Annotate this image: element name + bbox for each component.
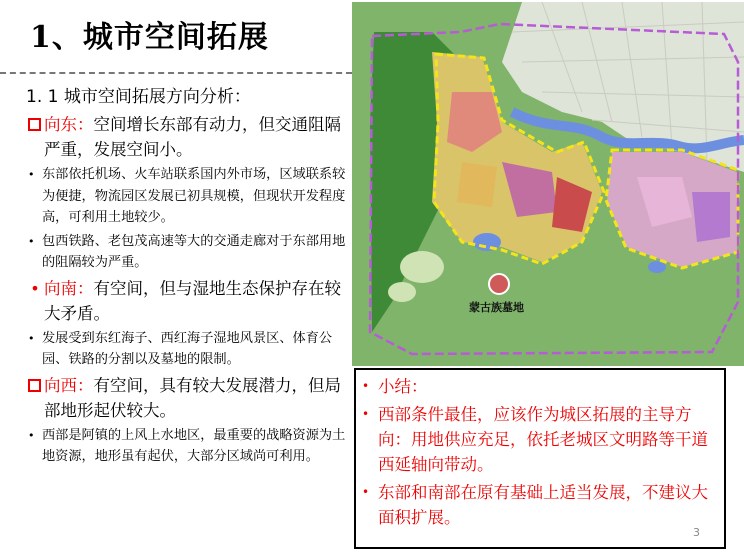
direction-label: 向东： xyxy=(44,115,94,134)
conclusion-box xyxy=(354,368,726,549)
map-marker-label: 蒙古族墓地 xyxy=(469,301,524,314)
conclusion-heading: • 小结： xyxy=(362,374,714,399)
bullet-dot-icon: • xyxy=(28,234,35,248)
conclusion-item: • 西部条件最佳，应该作为城区拓展的主导方向：用地供应充足，依托老城区文明路等干道西延轴向带动。 xyxy=(362,402,714,477)
bullet-item: • 发展受到东红海子、西红海子湿地风景区、体育公园、铁路的分割以及墓地的限制。 xyxy=(26,328,356,371)
direction-south xyxy=(26,276,356,326)
direction-label: 向南： xyxy=(44,278,94,298)
direction-east xyxy=(26,112,356,162)
cemetery-marker-icon xyxy=(489,274,509,294)
bullet-dot-icon: • xyxy=(362,379,370,393)
page-title: 1、城市空间拓展 xyxy=(30,20,269,55)
checkbox-icon xyxy=(28,379,41,392)
title-divider xyxy=(0,72,352,74)
direction-west xyxy=(26,373,356,423)
checkbox-icon xyxy=(28,118,41,131)
bullet-item: • 包西铁路、老包茂高速等大的交通走廊对于东部用地的阻隔较为严重。 xyxy=(26,231,356,274)
bullet-dot-icon: • xyxy=(28,331,35,345)
bullet-dot-icon: • xyxy=(362,485,370,499)
page-number: 3 xyxy=(693,526,700,539)
analysis-subtitle: 1. 1 城市空间拓展方向分析： xyxy=(26,87,251,107)
bullet-item: • 西部是阿镇的上风上水地区，最重要的战略资源为土地资源，地形虽有起伏，大部分区域尚可利用。 xyxy=(26,425,356,468)
conclusion-item: • 东部和南部在原有基础上适当发展，不建议大面积扩展。 xyxy=(362,480,714,530)
direction-summary: 有空间，但与湿地生态保护存在较大矛盾。 xyxy=(44,278,341,323)
bullet-item: • 东部依托机场、火车站联系国内外市场，区域联系较为便捷，物流园区发展已初具规模，但现状开发程度高，可利用土地较少。 xyxy=(26,164,356,229)
analysis-panel xyxy=(26,82,356,468)
direction-label: 向西： xyxy=(44,375,94,395)
land-use-map xyxy=(352,2,744,366)
bullet-dot-icon: • xyxy=(28,168,35,181)
direction-summary: 有空间，具有较大发展潜力，但局部地形起伏较大。 xyxy=(44,375,341,420)
direction-summary: 空间增长东部有动力，但交通阻隔严重，发展空间小。 xyxy=(44,115,341,159)
bullet-dot-icon: • xyxy=(30,278,40,298)
map-graphic xyxy=(352,2,744,366)
bullet-dot-icon: • xyxy=(28,428,35,442)
bullet-dot-icon: • xyxy=(362,407,370,421)
